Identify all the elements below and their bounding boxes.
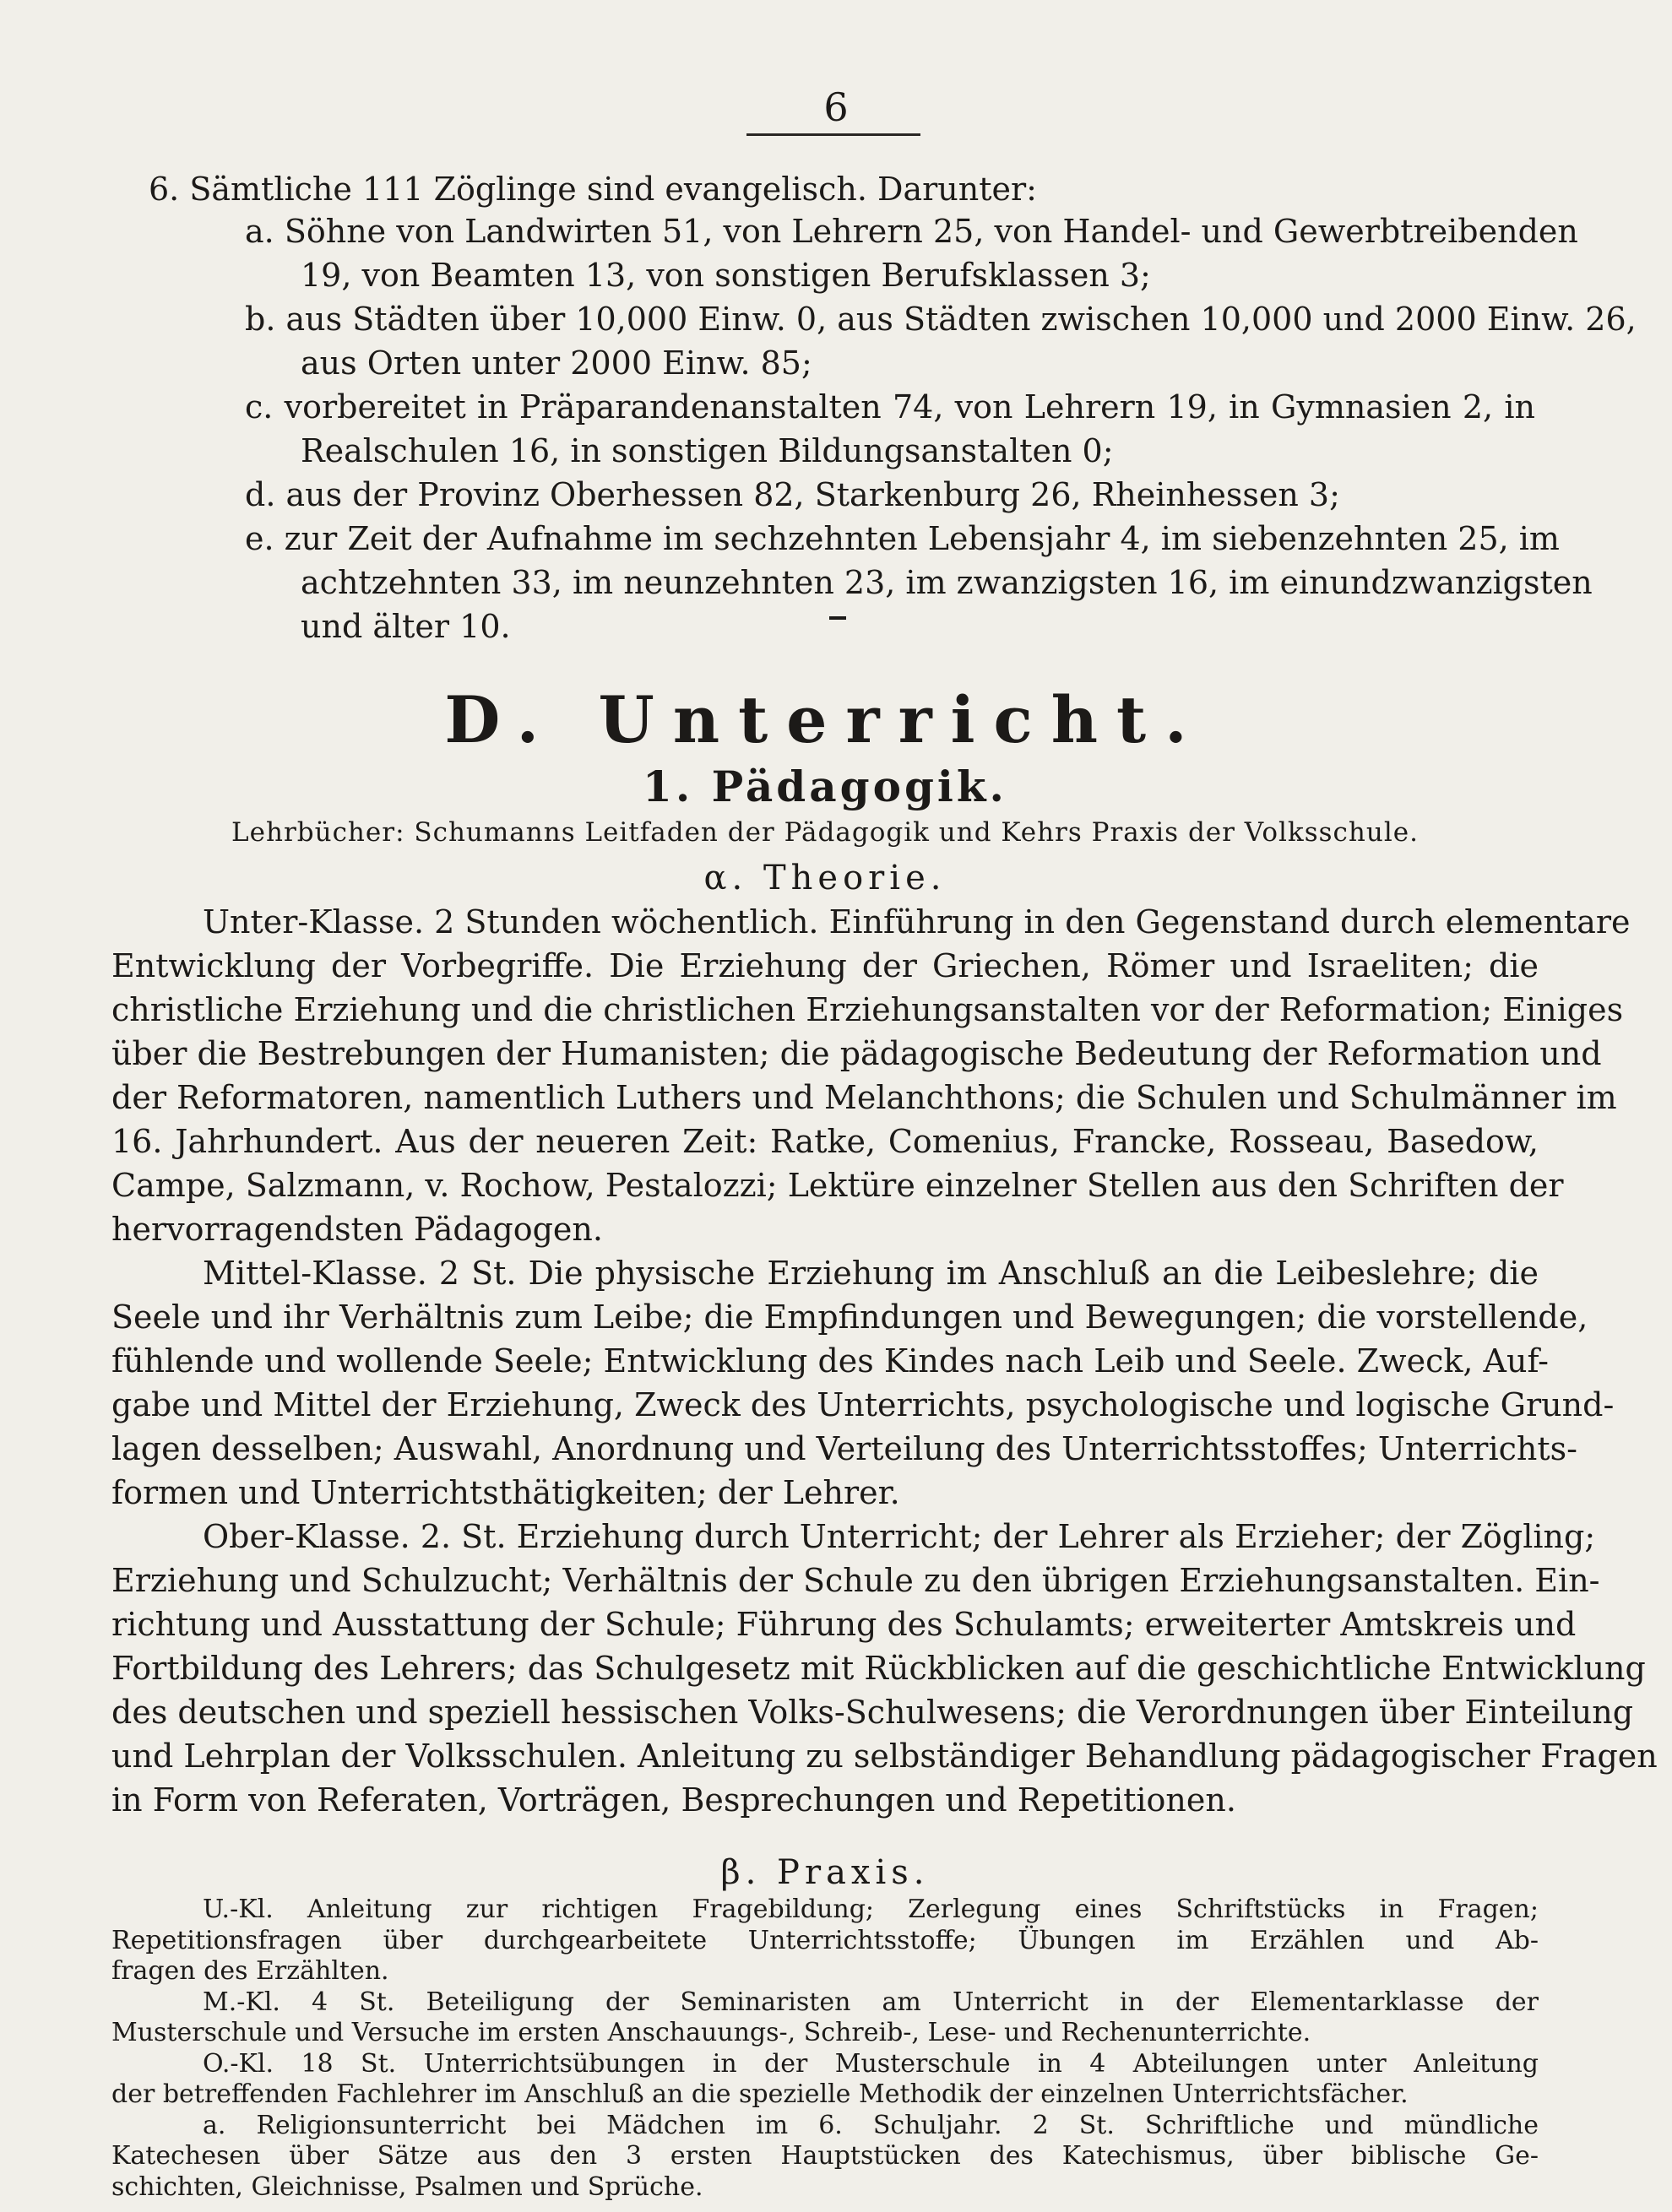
theory-line: Entwicklung der Vorbegriffe. Die Erziehung der Griechen, Römer und Israeliten; die	[111, 947, 1539, 984]
header-rule	[746, 133, 920, 136]
praxis-line: Musterschule und Versuche im ersten Anschauungs-, Schreib-, Lese- und Rechenunterrichte.	[111, 2018, 1311, 2047]
praxis-line: M.-Kl. 4 St. Beteiligung der Seminaristen am Unterricht in der Elementarklasse der	[203, 1987, 1539, 2017]
theory-heading: α. Theorie.	[703, 859, 947, 897]
list-item-c-line2: Realschulen 16, in sonstigen Bildungsanstalten 0;	[301, 432, 1114, 469]
section-divider	[829, 616, 846, 620]
theory-line: richtung und Ausstattung der Schule; Führung des Schulamts; erweiterter Amtskreis und	[111, 1606, 1577, 1643]
list-item-a-line2: 19, von Beamten 13, von sonstigen Berufsklassen 3;	[301, 257, 1151, 294]
page-number: 6	[823, 84, 849, 130]
list-item-b-line2: aus Orten unter 2000 Einw. 85;	[301, 344, 812, 382]
list-item-e-line2: achtzehnten 33, im neunzehnten 23, im zwanzigsten 16, im einundzwanzigsten	[301, 564, 1593, 601]
praxis-line: Repetitionsfragen über durchgearbeitete Unterrichtsstoffe; Übungen im Erzählen und Ab-	[111, 1925, 1539, 1955]
theory-line: Campe, Salzmann, v. Rochow, Pestalozzi; Lektüre einzelner Stellen aus den Schriften der	[111, 1167, 1564, 1204]
theory-line: lagen desselben; Auswahl, Anordnung und Verteilung des Unterrichtsstoffes; Unterrichts-	[111, 1430, 1577, 1467]
list-item-c-line1: c. vorbereitet in Präparandenanstalten 74, von Lehrern 19, in Gymnasien 2, in	[245, 388, 1535, 426]
list-item-e-line3: und älter 10.	[301, 608, 511, 645]
praxis-line: Katechesen über Sätze aus den 3 ersten Hauptstücken des Katechismus, über biblische Ge-	[111, 2141, 1539, 2171]
theory-line: der Reformatoren, namentlich Luthers und Melanchthons; die Schulen und Schulmänner im	[111, 1079, 1617, 1116]
theory-line: fühlende und wollende Seele; Entwicklung des Kindes nach Leib und Seele. Zweck, Auf-	[111, 1342, 1550, 1380]
praxis-line: schichten, Gleichnisse, Psalmen und Sprüche.	[111, 2171, 703, 2202]
textbooks-line: Lehrbücher: Schumanns Leitfaden der Pädagogik und Kehrs Praxis der Volksschule.	[231, 817, 1419, 848]
heading-main: D. Unterricht.	[444, 682, 1206, 757]
theory-line: des deutschen und speziell hessischen Volks-Schulwesens; die Verordnungen über Einteilung	[111, 1694, 1634, 1731]
list-item-d-line1: d. aus der Provinz Oberhessen 82, Starkenburg 26, Rheinhessen 3;	[245, 476, 1340, 513]
theory-line: christliche Erziehung und die christlichen Erziehungsanstalten vor der Reformation; Einiges	[111, 991, 1624, 1028]
theory-line: Erziehung und Schulzucht; Verhältnis der Schule zu den übrigen Erziehungsanstalten. Ein-	[111, 1562, 1600, 1599]
theory-line: Ober-Klasse. 2. St. Erziehung durch Unterricht; der Lehrer als Erzieher; der Zögling;	[203, 1518, 1596, 1555]
heading-sub: 1. Pädagogik.	[643, 762, 1007, 811]
praxis-line: fragen des Erzählten.	[111, 1956, 389, 1986]
theory-line: Mittel-Klasse. 2 St. Die physische Erziehung im Anschluß an die Leibeslehre; die	[203, 1255, 1539, 1292]
theory-line: Seele und ihr Verhältnis zum Leibe; die Empfindungen und Bewegungen; die vorstellende,	[111, 1298, 1588, 1336]
praxis-line: U.-Kl. Anleitung zur richtigen Fragebildung; Zerlegung eines Schriftstücks in Fragen;	[203, 1895, 1539, 1924]
pupils-intro: 6. Sämtliche 111 Zöglinge sind evangelisch. Darunter:	[149, 171, 1037, 208]
theory-line: gabe und Mittel der Erziehung, Zweck des Unterrichts, psychologische und logische Grund-	[111, 1386, 1615, 1423]
theory-line: Fortbildung des Lehrers; das Schulgesetz mit Rückblicken auf die geschichtliche Entwicklung	[111, 1650, 1646, 1687]
theory-line: hervorragendsten Pädagogen.	[111, 1211, 603, 1248]
praxis-line: der betreffenden Fachlehrer im Anschluß an die spezielle Methodik der einzelnen Unterrichtsfächer.	[111, 2079, 1409, 2109]
theory-line: und Lehrplan der Volksschulen. Anleitung zu selbständiger Behandlung pädagogischer Fragen	[111, 1738, 1658, 1775]
list-item-a-line1: a. Söhne von Landwirten 51, von Lehrern 25, von Handel- und Gewerbtreibenden	[245, 213, 1578, 250]
theory-line: formen und Unterrichtsthätigkeiten; der Lehrer.	[111, 1474, 900, 1511]
theory-line: 16. Jahrhundert. Aus der neueren Zeit: Ratke, Comenius, Francke, Rosseau, Basedow,	[111, 1123, 1539, 1160]
list-item-e-line1: e. zur Zeit der Aufnahme im sechzehnten Lebensjahr 4, im siebenzehnten 25, im	[245, 520, 1560, 557]
theory-line: über die Bestrebungen der Humanisten; die pädagogische Bedeutung der Reformation und	[111, 1035, 1602, 1072]
theory-line: Unter-Klasse. 2 Stunden wöchentlich. Einführung in den Gegenstand durch elementare	[203, 903, 1631, 941]
praxis-line: a. Religionsunterricht bei Mädchen im 6. Schuljahr. 2 St. Schriftliche und mündliche	[203, 2110, 1539, 2140]
list-item-b-line1: b. aus Städten über 10,000 Einw. 0, aus Städten zwischen 10,000 und 2000 Einw. 26,	[245, 301, 1637, 338]
praxis-heading: β. Praxis.	[720, 1853, 930, 1892]
praxis-line: O.-Kl. 18 St. Unterrichtsübungen in der Musterschule in 4 Abteilungen unter Anleitung	[203, 2048, 1539, 2079]
theory-line: in Form von Referaten, Vorträgen, Besprechungen und Repetitionen.	[111, 1781, 1236, 1819]
